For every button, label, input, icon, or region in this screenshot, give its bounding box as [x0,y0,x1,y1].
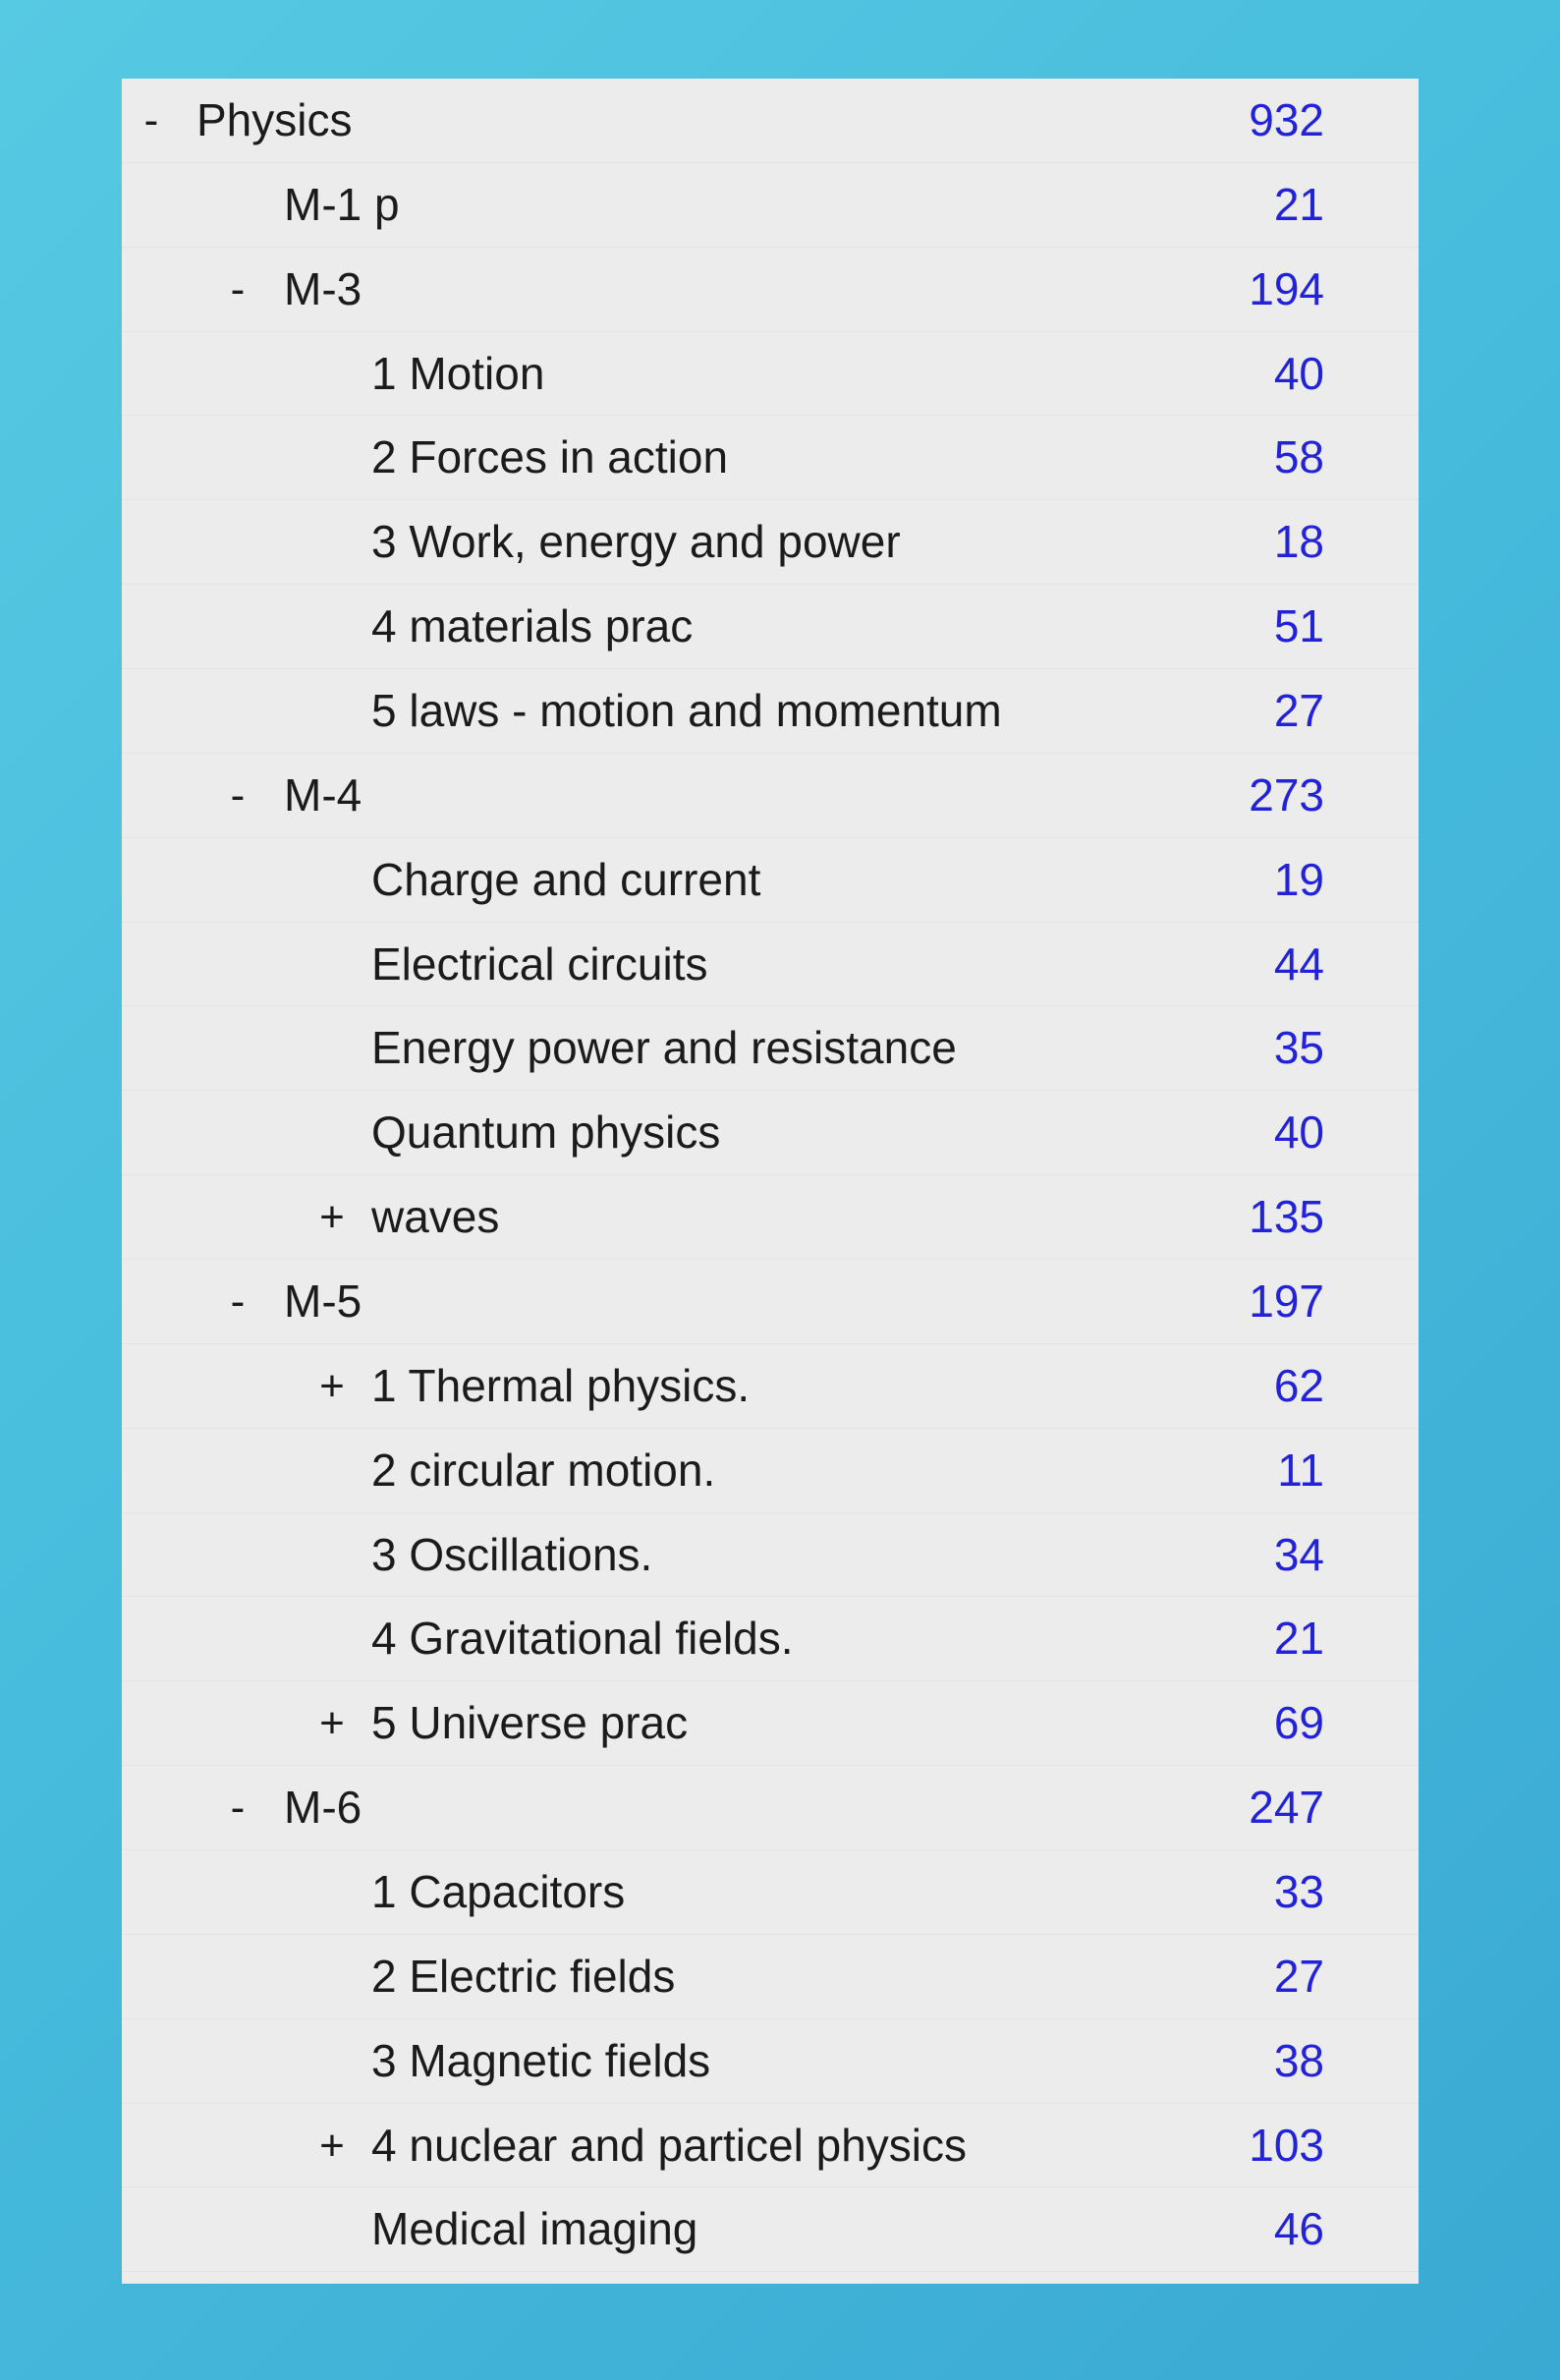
tree-row-count: 35 [1273,1022,1324,1074]
toggle-placeholder [218,163,257,247]
tree-row-quantum-physics[interactable] [122,1091,1419,1175]
tree-row-count: 40 [1273,347,1324,399]
tree-row-gravitational-fields[interactable] [122,1597,1419,1681]
tree-row-count: 69 [1273,1697,1324,1749]
tree-row-label: 3 Work, energy and power [371,516,901,568]
tree-row-universe-prac[interactable] [122,1681,1419,1766]
tree-row-label: 3 Oscillations. [371,1528,653,1580]
tree-row-materials-prac[interactable] [122,585,1419,669]
tree-row-count: 38 [1273,2034,1324,2086]
tree-row-count: 19 [1273,853,1324,905]
tree-row-work-energy-power[interactable] [122,500,1419,585]
tree-row-count: 58 [1273,431,1324,483]
tree-row-label: Energy power and resistance [371,1022,957,1074]
tree-row-label: waves [371,1191,500,1243]
tree-row-medical-imaging[interactable] [122,2187,1419,2272]
tree-row-m5[interactable] [122,1260,1419,1344]
tree-row-count: 33 [1273,1866,1324,1918]
tree-row-label: 5 Universe prac [371,1697,689,1749]
tree-row-count: 27 [1273,1950,1324,2002]
toggle-placeholder [312,838,352,922]
collapse-toggle[interactable]: - [230,1277,246,1327]
toggle-placeholder [312,2187,352,2271]
tree-row-m4[interactable] [122,754,1419,838]
collapse-toggle[interactable]: - [230,770,246,820]
tree-row-label: 5 laws - motion and momentum [371,685,1002,737]
tree-row-label: 1 Capacitors [371,1866,626,1918]
collapse-toggle[interactable]: - [230,1784,246,1833]
toggle-placeholder [312,1091,352,1174]
tree-row-count: 21 [1273,178,1324,230]
toggle-placeholder [312,1006,352,1090]
toggle-placeholder [312,1513,352,1597]
tree-row-label: M-6 [284,1782,362,1834]
tree-row-laws-motion-momentum[interactable] [122,669,1419,754]
toggle-placeholder [312,669,352,753]
tree-row-label: 2 Forces in action [371,431,729,483]
expand-toggle[interactable]: + [319,1699,345,1748]
tree-row-count: 51 [1273,600,1324,652]
tree-row-count: 44 [1273,937,1324,990]
tree-row-count: 273 [1249,768,1324,821]
tree-row-count: 40 [1273,1106,1324,1159]
toggle-placeholder [312,1597,352,1680]
tree-row-count: 135 [1249,1191,1324,1243]
tree-row-label: Medical imaging [371,2203,698,2255]
tree-row-label: 4 Gravitational fields. [371,1613,794,1665]
tree-row-label: Physics [196,94,353,145]
tree-row-m1-p[interactable] [122,163,1419,248]
tree-row-label: M-5 [284,1275,362,1328]
expand-toggle[interactable]: + [319,2121,345,2170]
tree-row-charge-current[interactable] [122,838,1419,923]
tree-row-electrical-circuits[interactable] [122,923,1419,1007]
deck-tree-panel [122,79,1419,2284]
tree-row-label: M-3 [284,262,362,314]
tree-row-label: 4 materials prac [371,600,694,652]
toggle-placeholder [312,332,352,416]
toggle-placeholder [312,1429,352,1512]
toggle-placeholder [312,585,352,668]
toggle-placeholder [312,2019,352,2103]
tree-row-count: 932 [1249,94,1324,145]
tree-row-label: Charge and current [371,853,761,905]
tree-row-label: 1 Motion [371,347,545,399]
tree-row-count: 46 [1273,2203,1324,2255]
expand-toggle[interactable]: + [319,1193,345,1242]
tree-row-count: 62 [1273,1359,1324,1411]
tree-row-label: M-4 [284,768,362,821]
tree-row-waves[interactable] [122,1175,1419,1260]
tree-row-count: 21 [1273,1613,1324,1665]
tree-row-label: 1 Thermal physics. [371,1359,751,1411]
tree-row-label: Electrical circuits [371,937,708,990]
toggle-placeholder [312,923,352,1006]
tree-row-label: 2 circular motion. [371,1444,716,1496]
tree-row-count: 27 [1273,685,1324,737]
tree-row-circular-motion[interactable] [122,1429,1419,1513]
tree-row-label: 4 nuclear and particel physics [371,2119,967,2171]
tree-row-physics[interactable] [122,79,1419,163]
collapse-toggle[interactable]: - [143,96,159,144]
tree-row-count: 197 [1249,1275,1324,1328]
toggle-placeholder [312,1935,352,2018]
expand-toggle[interactable]: + [319,1361,345,1410]
tree-row-count: 103 [1249,2119,1324,2171]
tree-row-motion[interactable] [122,332,1419,417]
tree-row-oscillations[interactable] [122,1513,1419,1598]
tree-row-forces-in-action[interactable] [122,416,1419,500]
collapse-toggle[interactable]: - [230,264,246,313]
tree-row-label: 3 Magnetic fields [371,2034,711,2086]
tree-row-nuclear-particel-physics[interactable] [122,2104,1419,2188]
tree-row-m3[interactable] [122,248,1419,332]
toggle-placeholder [312,1850,352,1934]
tree-row-magnetic-fields[interactable] [122,2019,1419,2104]
toggle-placeholder [312,416,352,499]
tree-row-energy-power-resistance[interactable] [122,1006,1419,1091]
tree-row-count: 247 [1249,1782,1324,1834]
tree-row-count: 18 [1273,516,1324,568]
tree-row-label: M-1 p [284,178,400,230]
tree-row-count: 34 [1273,1528,1324,1580]
tree-row-label: 2 Electric fields [371,1950,676,2002]
tree-row-thermal-physics[interactable] [122,1344,1419,1429]
tree-row-count: 194 [1249,262,1324,314]
tree-row-capacitors[interactable] [122,1850,1419,1935]
tree-row-electric-fields[interactable] [122,1935,1419,2019]
toggle-placeholder [312,500,352,584]
tree-row-m6[interactable] [122,1766,1419,1850]
tree-row-label: Quantum physics [371,1106,721,1159]
tree-row-count: 11 [1277,1444,1324,1496]
